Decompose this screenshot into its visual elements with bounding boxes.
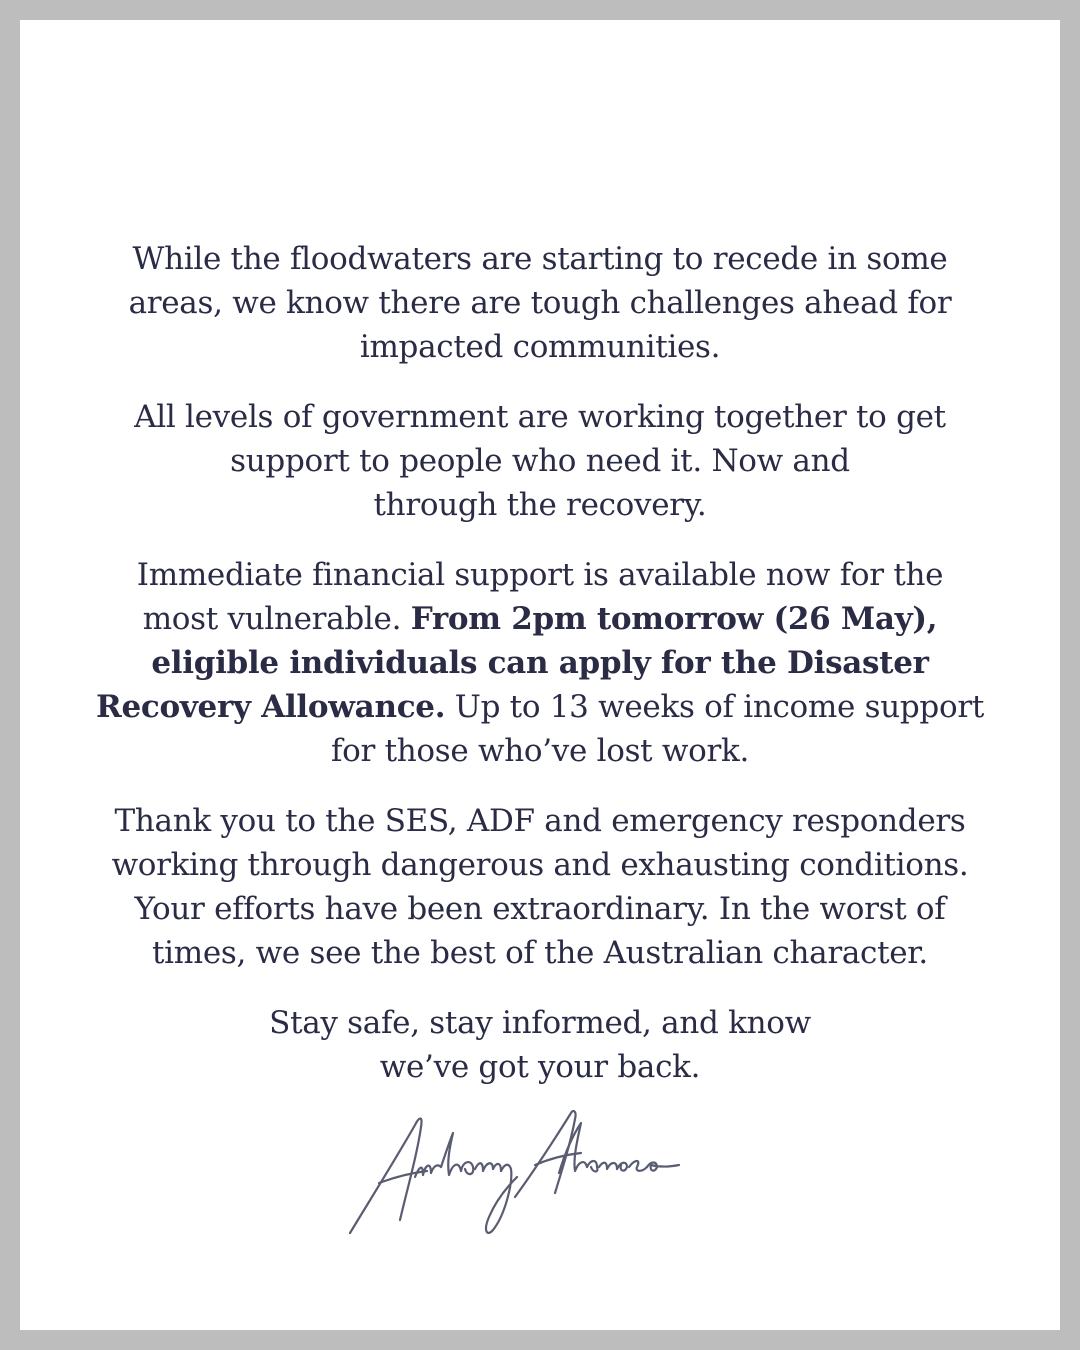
text-line bbox=[20, 597, 1060, 641]
text-line: through the recovery. bbox=[373, 487, 707, 523]
text-line: Your efforts have been extraordinary. In the worst of bbox=[134, 891, 946, 927]
letter-body bbox=[20, 237, 1060, 1115]
text-emphasis: eligible individuals can apply for the Disaster bbox=[151, 645, 929, 681]
letter-card bbox=[20, 20, 1060, 1330]
text-line: impacted communities. bbox=[359, 329, 721, 365]
text-line: Thank you to the SES, ADF and emergency responders bbox=[114, 803, 966, 839]
paragraph-stay-safe bbox=[20, 1001, 1060, 1089]
paragraph-floodwaters bbox=[20, 237, 1060, 369]
signature-graphic bbox=[345, 1105, 685, 1240]
text-line: Stay safe, stay informed, and know bbox=[269, 1005, 811, 1041]
paragraph-financial-support bbox=[20, 553, 1060, 773]
text-line: for those who’ve lost work. bbox=[330, 733, 750, 769]
text-line: All levels of government are working together to get bbox=[134, 399, 946, 435]
text-line: working through dangerous and exhausting conditions. bbox=[111, 847, 969, 883]
text-line bbox=[20, 641, 1060, 685]
text-line: times, we see the best of the Australian character. bbox=[152, 935, 928, 971]
text-emphasis: From 2pm tomorrow (26 May), bbox=[410, 601, 938, 637]
paragraph-government bbox=[20, 395, 1060, 527]
text-normal: most vulnerable. bbox=[142, 601, 411, 637]
text-line: areas, we know there are tough challenges ahead for bbox=[128, 285, 952, 321]
text-line: we’ve got your back. bbox=[379, 1049, 701, 1085]
paragraph-thank-you bbox=[20, 799, 1060, 975]
text-line: support to people who need it. Now and bbox=[230, 443, 850, 479]
text-line: Immediate financial support is available now for the bbox=[136, 557, 944, 593]
text-line bbox=[20, 685, 1060, 729]
text-emphasis: Recovery Allowance. bbox=[95, 689, 446, 725]
text-line: While the floodwaters are starting to recede in some bbox=[132, 241, 948, 277]
text-normal: Up to 13 weeks of income support bbox=[445, 689, 985, 725]
